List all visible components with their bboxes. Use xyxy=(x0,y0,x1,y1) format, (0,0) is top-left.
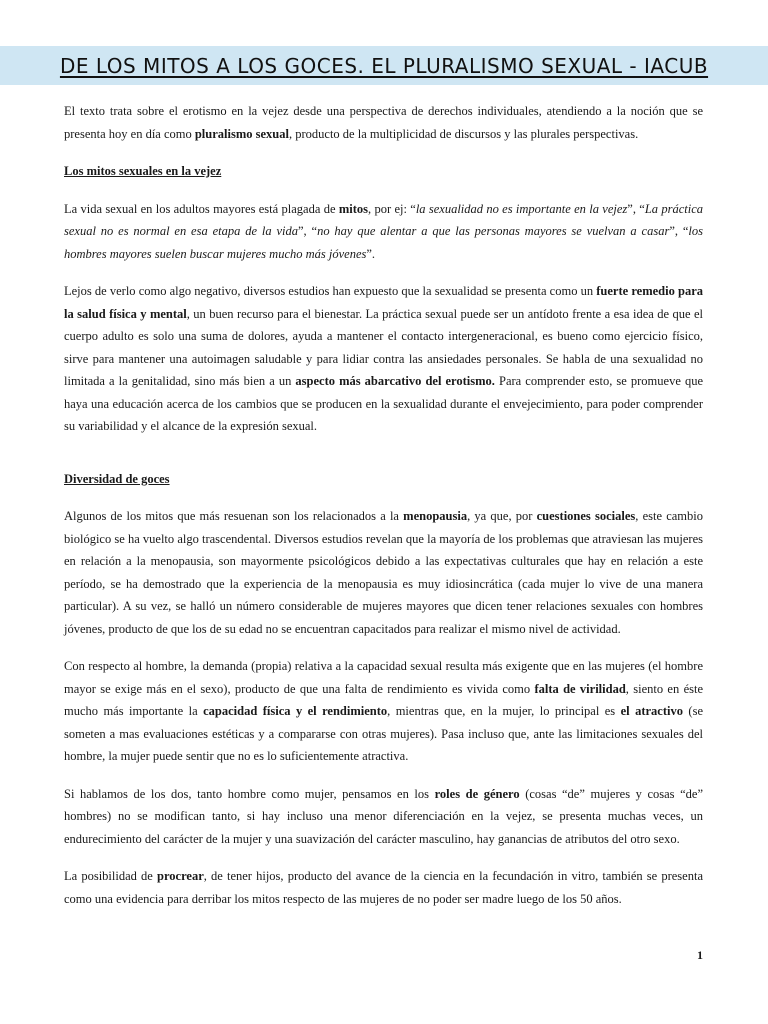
bold-run: pluralismo sexual xyxy=(194,126,289,141)
text-run: , este cambio biológico se ha vuelto algo trascendental. Diversos estudios revelan que la mayoría de los problemas que atraviesan las mujeres en relación a la menopausia, son mayormente psicológicos debido a las expectativas culturales que hay en relación a este período, se ha demostrado que la experiencia de la menopausia es muy idiosincrática (cada mujer lo vive de una manera particular). A su vez, se halló un número considerable de mujeres mayores que dicen tener relaciones sexuales con hombres jóvenes, producto de que los de su edad no se encuentran capacitados para realizar el mismo nivel de actividad. xyxy=(64,509,704,636)
text-run: Lejos de verlo como algo negativo, diversos estudios han expuesto que la sexualidad se presenta como un xyxy=(64,284,597,298)
text-run: , un buen recurso para el bienestar. La práctica sexual puede ser un antídoto frente a esa idea de que el cuerpo adulto es solo una suma de dolores, ayuda a mantener el contacto intergeneracional, es bueno como ejercicio físico, sirve para mantener una autoimagen saludable y para lidiar contra las ansiedades personales. Se habla de una sexualidad no limitada a la genitalidad, sino más bien a un xyxy=(64,306,703,388)
italic-run: la sexualidad no es importante en la vejez xyxy=(415,201,628,216)
text-run: El texto trata sobre el erotismo en la vejez desde una perspectiva de derechos individuales, atendiendo a la noción que se presenta hoy en día como xyxy=(64,104,703,141)
text-run: , de tener hijos, producto del avance de la ciencia en la fecundación in vitro, también se presenta como una evidencia para derribar los mitos respecto de las mujeres de no poder ser madre luego de los 50 años. xyxy=(64,869,703,906)
italic-run: los hombres mayores suelen buscar mujeres mucho más jóvenes xyxy=(64,224,703,261)
text-run: Con respecto al hombre, la demanda (propia) relativa a la capacidad sexual resulta más exigente que en las mujeres (el hombre mayor se exige más en el sexo), producto de que una falta de rendimiento es vivida como xyxy=(64,659,703,696)
document-body xyxy=(64,100,703,910)
text-run: Si hablamos de los dos, tanto hombre como mujer, pensamos en los xyxy=(64,786,435,801)
paragraph-mitos-list xyxy=(64,198,703,266)
text-run: , mientras que, en la mujer, lo principal es xyxy=(387,704,621,718)
title-banner xyxy=(0,46,768,85)
text-run: ”. xyxy=(366,246,376,261)
text-run: La posibilidad de xyxy=(64,869,157,883)
bold-run: mitos xyxy=(338,201,369,216)
paragraph-menopausia xyxy=(64,505,703,640)
intro-paragraph xyxy=(64,100,703,145)
document-title: DE LOS MITOS A LOS GOCES. EL PLURALISMO SEXUAL - IACUB xyxy=(59,53,709,78)
section-heading-mitos: Los mitos sexuales en la vejez xyxy=(64,164,222,178)
bold-run: menopausia xyxy=(403,509,468,523)
italic-run: La práctica sexual no es normal en esa etapa de la vida xyxy=(64,201,703,238)
section-heading-diversidad: Diversidad de goces xyxy=(64,471,170,486)
bold-run: cuestiones sociales xyxy=(536,509,636,523)
bold-run: procrear xyxy=(157,869,204,883)
text-run: Algunos de los mitos que más resuenan son los relacionados a la xyxy=(64,509,404,523)
text-run: La vida sexual en los adultos mayores está plagada de xyxy=(64,201,339,216)
paragraph-beneficios xyxy=(64,280,703,438)
text-run: ”, “ xyxy=(627,201,645,216)
bold-run: roles de género xyxy=(434,786,520,801)
text-run: Para comprender esto, se promueve que haya una educación acerca de los cambios que se producen en la sexualidad durante el envejecimiento, para poder comprender su variabilidad y el alcance de la expresión sexual. xyxy=(64,374,703,433)
text-run: , siento en éste mucho más importante la xyxy=(64,681,704,718)
italic-run: no hay que alentar a que las personas mayores se vuelvan a casar xyxy=(317,224,670,238)
text-run: ”, “ xyxy=(297,224,318,238)
bold-run: aspecto más abarcativo del erotismo. xyxy=(295,374,495,388)
bold-run: falta de virilidad xyxy=(534,681,626,696)
text-run: , producto de la multiplicidad de discursos y las plurales perspectivas. xyxy=(288,126,639,141)
text-run: ”, “ xyxy=(669,224,689,238)
text-run: (se someten a mas evaluaciones estéticas y a compararse con otras mujeres). Pasa incluso que, ante las limitaciones sexuales del hombre, la mujer puede sentir que no es lo suficientemente atractiva. xyxy=(64,704,704,763)
bold-run: fuerte remedio para la salud física y mental xyxy=(64,284,703,321)
bold-run: el atractivo xyxy=(620,704,683,718)
text-run: (cosas “de” mujeres y cosas “de” hombres) no se modifican tanto, si hay incluso una menor diferenciación en la vejez, se presenta muchas veces, un endurecimiento del carácter de la mujer y una suavización del carácter masculino, hay ganancias de atributos del otro sexo. xyxy=(64,786,704,846)
paragraph-hombre xyxy=(64,655,703,768)
bold-run: capacidad física y el rendimiento xyxy=(203,704,388,718)
text-run: , ya que, por xyxy=(467,509,537,523)
paragraph-roles-genero xyxy=(64,783,703,851)
paragraph-procrear xyxy=(64,865,703,910)
page-number: 1 xyxy=(697,948,703,962)
text-run: , por ej: “ xyxy=(368,201,416,216)
